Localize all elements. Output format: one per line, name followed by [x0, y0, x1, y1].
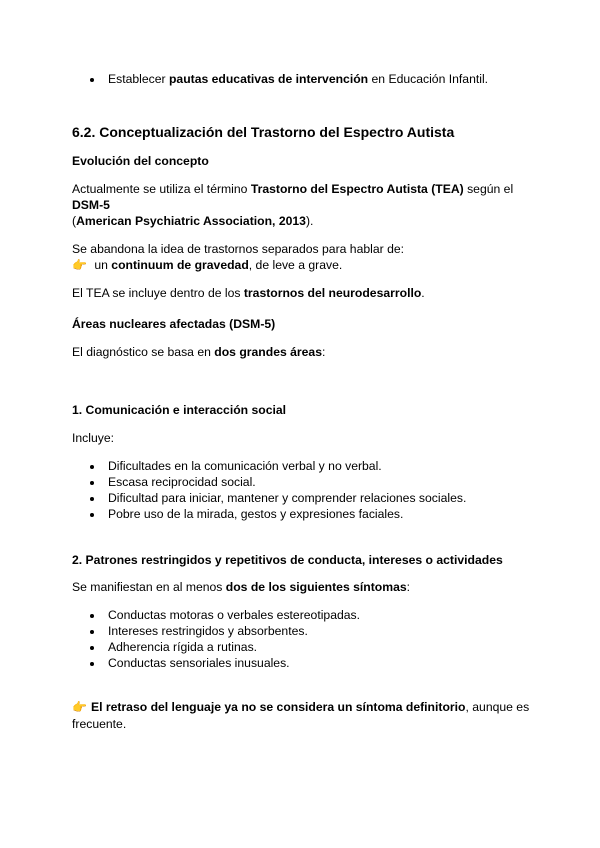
bullet-dot — [90, 646, 94, 650]
area1-heading: 1. Comunicación e interacción social — [72, 403, 287, 417]
bullet-dot — [90, 465, 94, 469]
bullet-dot — [90, 662, 94, 666]
bullet-dot — [90, 497, 94, 501]
area2-intro: Se manifiestan en al menos dos de los siguientes síntomas: — [72, 580, 411, 594]
evolucion-p1-line1: Actualmente se utiliza el término Trastorno del Espectro Autista (TEA) según el — [72, 182, 514, 196]
pointing-hand-icon: 👉 — [72, 700, 87, 714]
bullet-dot — [90, 614, 94, 618]
evolucion-p2-line2: 👉 un continuum de gravedad, de leve a grave. — [72, 258, 343, 272]
list-item: Intereses restringidos y absorbentes. — [108, 624, 308, 638]
note-line1: 👉 El retraso del lenguaje ya no se considera un síntoma definitorio, aunque es — [72, 700, 530, 714]
list-item: Conductas sensoriales inusuales. — [108, 656, 290, 670]
pointing-hand-icon: 👉 — [72, 258, 87, 272]
list-item: Escasa reciprocidad social. — [108, 475, 256, 489]
list-item: Conductas motoras o verbales estereotipadas. — [108, 608, 361, 622]
list-item: Pobre uso de la mirada, gestos y expresiones faciales. — [108, 507, 404, 521]
bullet-dot — [90, 630, 94, 634]
area1-intro: Incluye: — [72, 431, 115, 445]
bullet-dot — [90, 513, 94, 517]
areas-heading: Áreas nucleares afectadas (DSM-5) — [72, 317, 276, 331]
list-item: Adherencia rígida a rutinas. — [108, 640, 258, 654]
section-title: 6.2. Conceptualización del Trastorno del Espectro Autista — [72, 124, 455, 140]
area2-heading: 2. Patrones restringidos y repetitivos de conducta, intereses o actividades — [72, 553, 503, 567]
areas-paragraph: El diagnóstico se basa en dos grandes áreas: — [72, 345, 326, 359]
top-bullet-text: Establecer pautas educativas de intervención en Educación Infantil. — [108, 72, 489, 86]
bullet-dot — [90, 78, 94, 82]
evolucion-p1-line3: (American Psychiatric Association, 2013). — [72, 214, 314, 228]
list-item: Dificultades en la comunicación verbal y no verbal. — [108, 459, 382, 473]
bullet-dot — [90, 481, 94, 485]
evolucion-p2-line1: Se abandona la idea de trastornos separados para hablar de: — [72, 242, 405, 256]
list-item: Dificultad para iniciar, mantener y comprender relaciones sociales. — [108, 491, 467, 505]
note-line2: frecuente. — [72, 717, 127, 731]
evolucion-p3: El TEA se incluye dentro de los trastornos del neurodesarrollo. — [72, 286, 425, 300]
evolucion-p1-line2: DSM-5 — [72, 198, 110, 212]
evolucion-heading: Evolución del concepto — [72, 154, 209, 168]
